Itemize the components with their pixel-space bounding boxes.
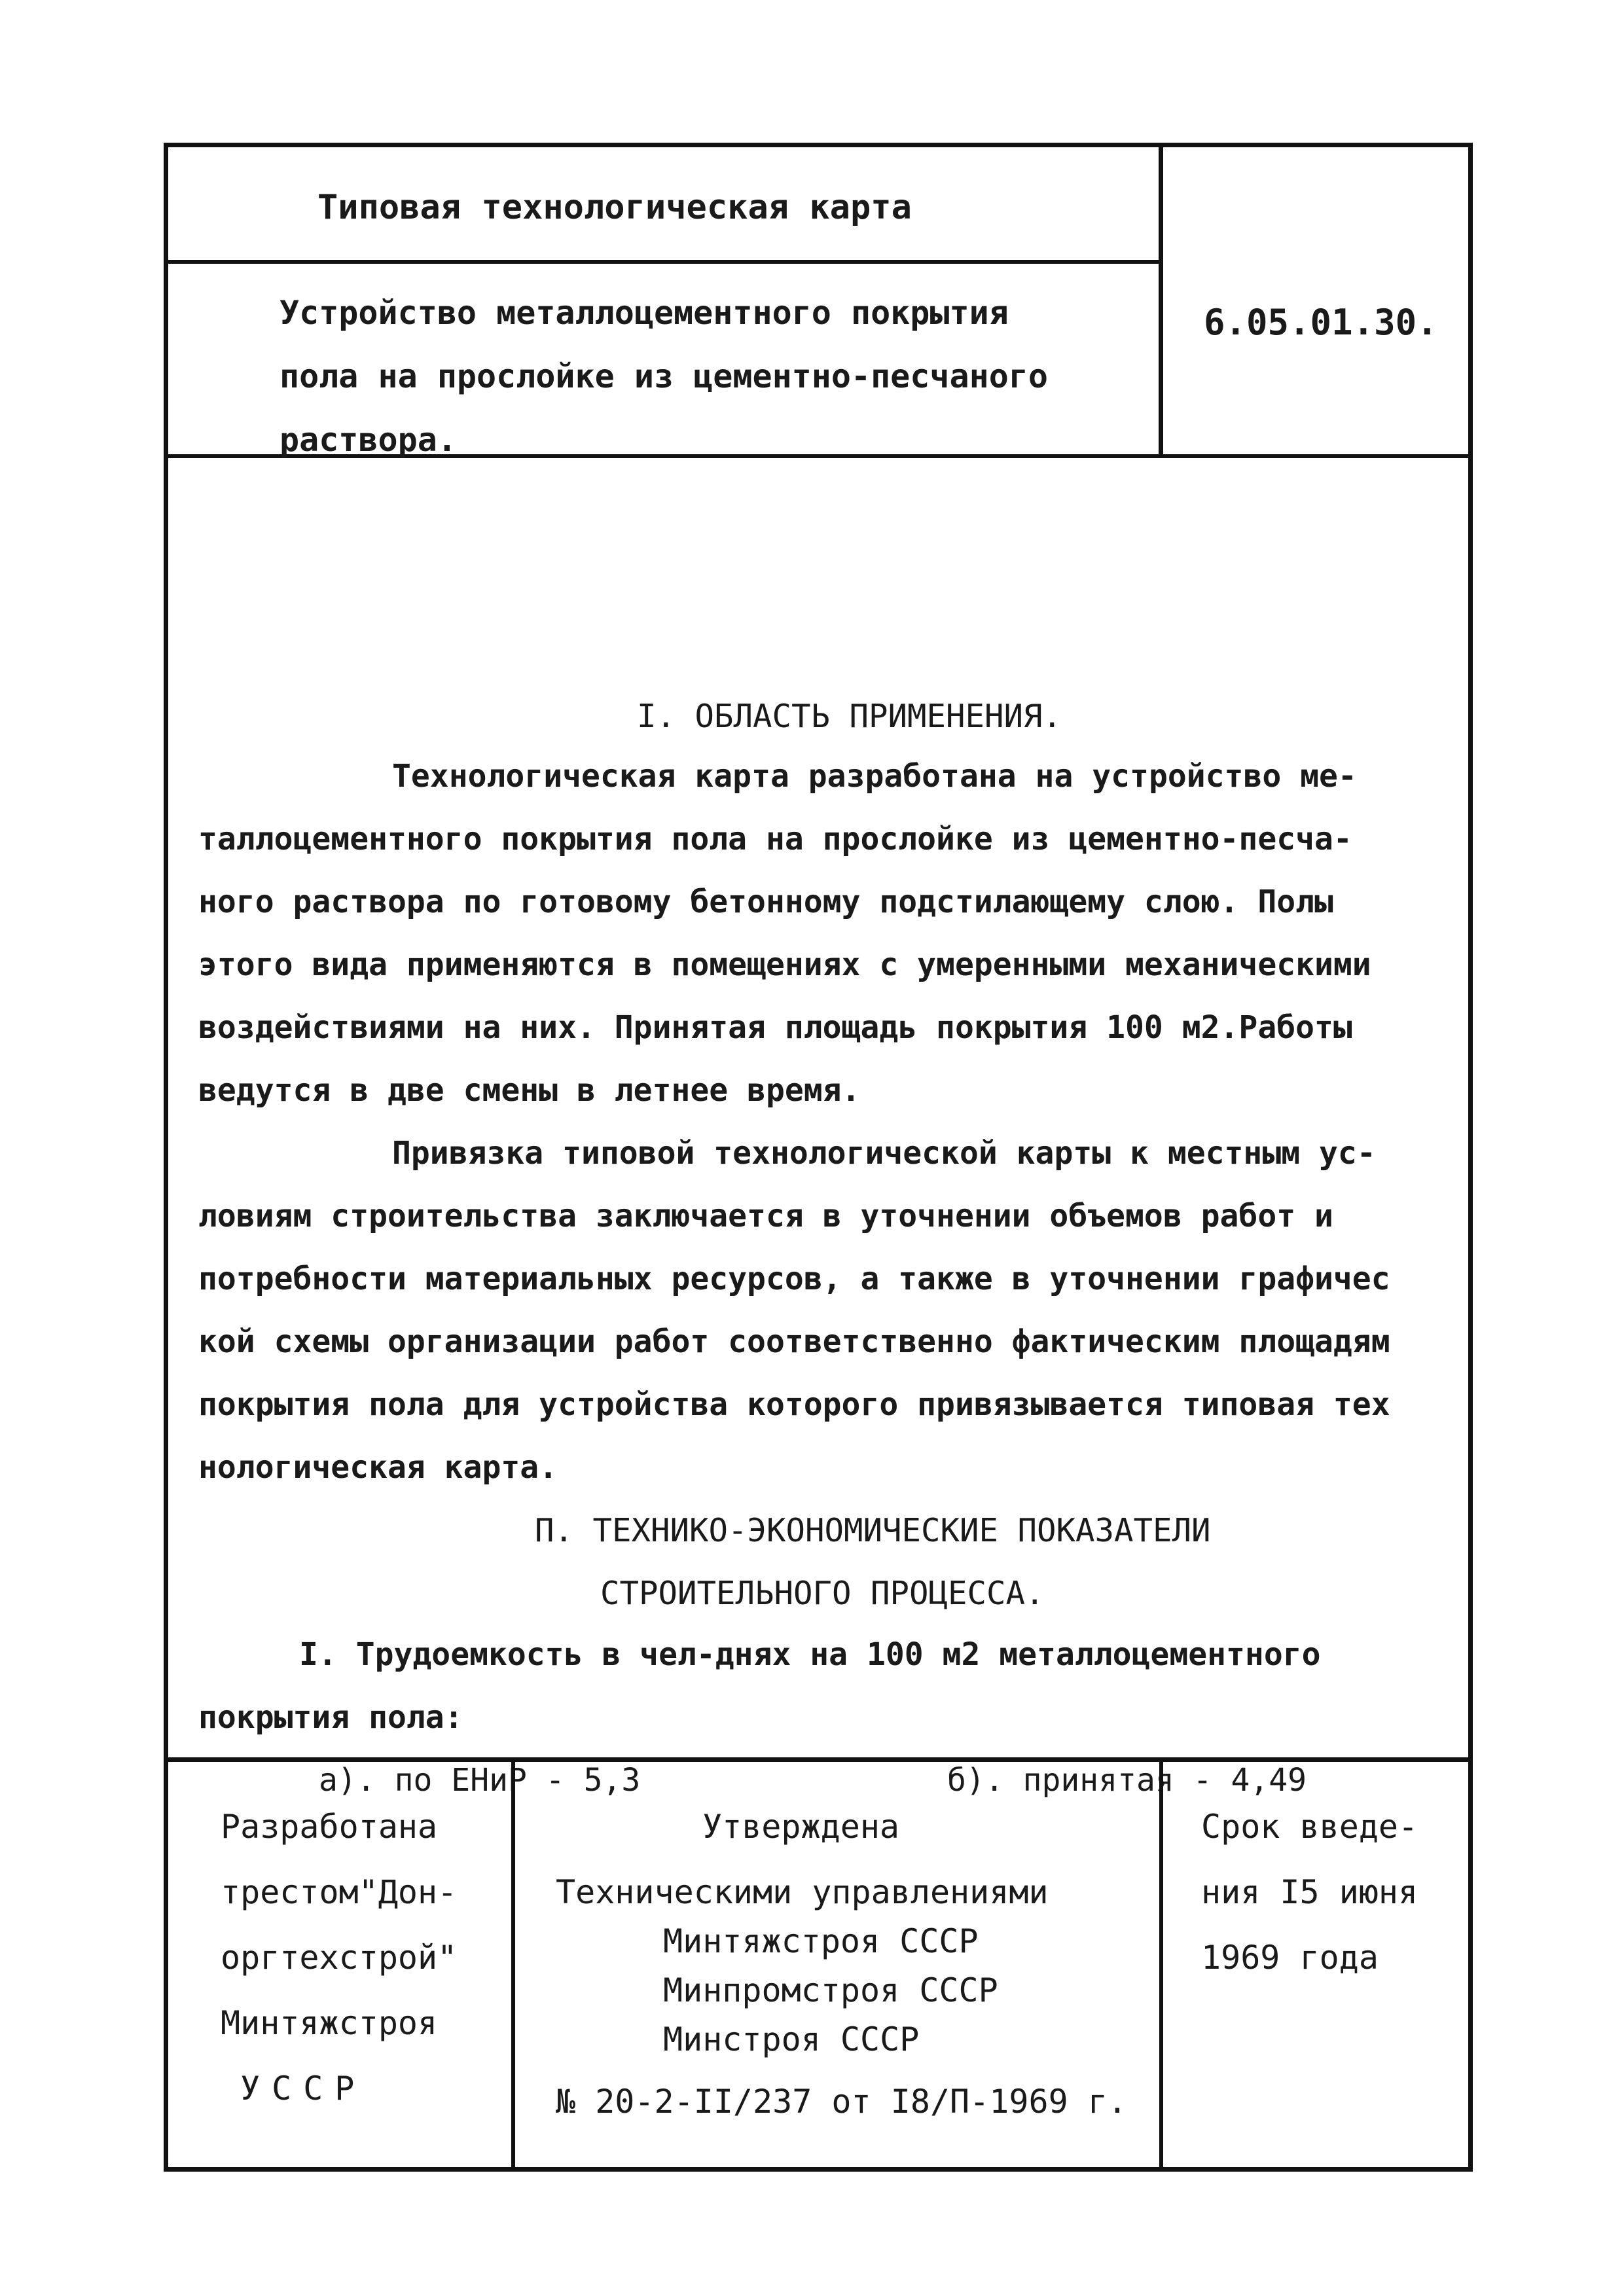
subtitle-line: Устройство металлоцементного покрытия (280, 294, 1009, 332)
approved-title: Утверждена (702, 1808, 900, 1846)
para1-line: воздействиями на них. Принятая площадь покрытия 100 м2.Работы (198, 1009, 1352, 1046)
para2-line: нологическая карта. (198, 1449, 558, 1486)
footer-block (168, 1757, 1468, 2167)
approved-line: Минтяжстроя СССР (663, 1922, 979, 1960)
term-line: 1969 года (1201, 1939, 1379, 1977)
para1-line: таллоцементного покрытия пола на прослойке из цементно-песча- (198, 821, 1352, 857)
developed-line: оргтехстрой" (221, 1939, 458, 1977)
para2-line: кой схемы организации работ соответственно фактическим площадям (198, 1323, 1390, 1360)
header-subtitle (280, 281, 1144, 472)
para2-line: покрытия пола для устройства которого привязывается типовая тех (198, 1386, 1390, 1423)
para2-line: Привязка типовой технологической карты к местным ус- (392, 1135, 1376, 1172)
approved-line: Минпромстроя СССР (663, 1971, 998, 2009)
subtitle-line: пола на прослойке из цементно-песчаного (280, 357, 1048, 395)
indicator-a: а). по ЕНиР - 5,3 (319, 1762, 641, 1799)
term-line: Срок введе- (1201, 1808, 1418, 1846)
section2-heading: П. ТЕХНИКО-ЭКОНОМИЧЕСКИЕ ПОКАЗАТЕЛИ (535, 1512, 1211, 1549)
developed-line: Разработана (221, 1808, 438, 1846)
para2-line: потребности материальных ресурсов, а также в уточнении графичес (198, 1261, 1390, 1297)
developed-line: Минтяжстроя (221, 2004, 438, 2042)
document-frame (164, 143, 1473, 2172)
indicator-line: покрытия пола: (198, 1699, 463, 1736)
para1-line: ведутся в две смены в летнее время. (198, 1072, 861, 1109)
header-code-cell (1163, 147, 1468, 454)
section2-heading: СТРОИТЕЛЬНОГО ПРОЦЕССА. (600, 1575, 1045, 1612)
footer-term-cell (1163, 1762, 1468, 2167)
term-line: ния I5 июня (1201, 1873, 1418, 1911)
para1-line: этого вида применяются в помещениях с умеренными механическими (198, 946, 1371, 983)
header-title-row (168, 147, 1159, 264)
subtitle-line: раствора. (280, 421, 457, 459)
header-left-cell (168, 147, 1163, 459)
developed-line: трестом"Дон- (221, 1873, 458, 1911)
approved-line: Техническими управлениями (556, 1873, 1049, 1911)
footer-developed-cell (168, 1762, 515, 2167)
approval-number: № 20-2-II/237 от I8/П-1969 г. (556, 2083, 1127, 2121)
para1-line: Технологическая карта разработана на устройство ме- (392, 758, 1357, 795)
document-code: 6.05.01.30. (1204, 302, 1438, 343)
para2-line: ловиям строительства заключается в уточнении объемов работ и (198, 1198, 1333, 1234)
header-block (168, 147, 1468, 458)
section1-heading: I. ОБЛАСТЬ ПРИМЕНЕНИЯ. (637, 698, 1062, 735)
indicator-b: б). принятая - 4,49 (947, 1762, 1307, 1799)
header-title: Типовая технологическая карта (317, 188, 912, 227)
document-body (168, 458, 1468, 1799)
indicator-line: I. Трудоемкость в чел-днях на 100 м2 металлоцементного (299, 1636, 1321, 1673)
footer-approved-cell (515, 1762, 1163, 2167)
approved-line: Минстроя СССР (663, 2020, 920, 2058)
para1-line: ного раствора по готовому бетонному подстилающему слою. Полы (198, 884, 1333, 920)
developed-line: УССР (240, 2070, 367, 2108)
